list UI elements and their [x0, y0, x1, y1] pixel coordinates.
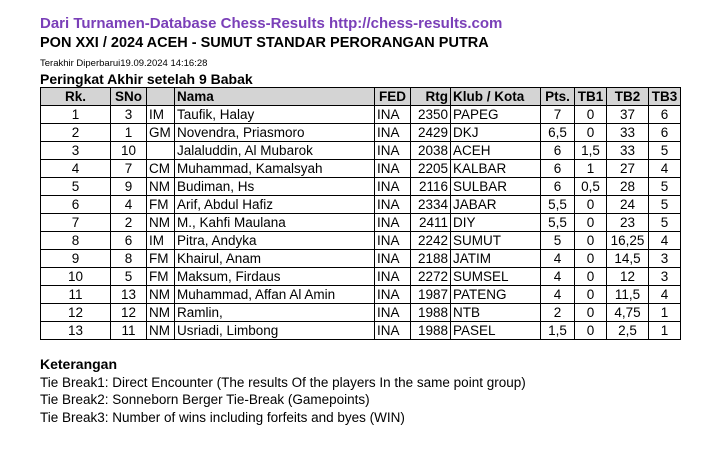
cell-title	[147, 142, 175, 160]
cell-tb2: 14,5	[607, 250, 649, 268]
cell-sno: 10	[111, 142, 147, 160]
col-tb3: TB3	[649, 88, 681, 106]
cell-name: Muhammad, Kamalsyah	[175, 160, 375, 178]
cell-fed: INA	[375, 124, 411, 142]
cell-club: SUMUT	[451, 232, 541, 250]
cell-rank: 1	[41, 106, 111, 124]
cell-title: NM	[147, 304, 175, 322]
cell-rating: 2242	[411, 232, 451, 250]
cell-tb2: 11,5	[607, 286, 649, 304]
cell-club: ACEH	[451, 142, 541, 160]
cell-tb2: 24	[607, 196, 649, 214]
cell-rank: 4	[41, 160, 111, 178]
cell-rating: 1987	[411, 286, 451, 304]
col-tb1: TB1	[575, 88, 607, 106]
cell-tb3: 5	[649, 196, 681, 214]
cell-tb2: 2,5	[607, 322, 649, 340]
col-tb2: TB2	[607, 88, 649, 106]
cell-name: Novendra, Priasmoro	[175, 124, 375, 142]
cell-title: NM	[147, 214, 175, 232]
col-fed: FED	[375, 88, 411, 106]
cell-fed: INA	[375, 142, 411, 160]
cell-points: 6	[541, 178, 575, 196]
legend-title: Keterangan	[40, 356, 118, 372]
standings-table	[40, 87, 681, 340]
cell-title: NM	[147, 322, 175, 340]
cell-tb3: 6	[649, 106, 681, 124]
cell-club: JABAR	[451, 196, 541, 214]
cell-name: Maksum, Firdaus	[175, 268, 375, 286]
cell-tb1: 0	[575, 214, 607, 232]
cell-rating: 2429	[411, 124, 451, 142]
cell-rank: 5	[41, 178, 111, 196]
cell-name: Usriadi, Limbong	[175, 322, 375, 340]
cell-rating: 1988	[411, 322, 451, 340]
table-row	[41, 304, 681, 322]
table-row	[41, 178, 681, 196]
cell-tb1: 0	[575, 124, 607, 142]
table-header-row	[41, 88, 681, 106]
cell-club: SUMSEL	[451, 268, 541, 286]
cell-title: NM	[147, 178, 175, 196]
cell-points: 4	[541, 250, 575, 268]
legend-tiebreak-3: Tie Break3: Number of wins including forfeits and byes (WIN)	[40, 409, 405, 425]
cell-tb3: 5	[649, 178, 681, 196]
cell-rating: 2272	[411, 268, 451, 286]
cell-name: Khairul, Anam	[175, 250, 375, 268]
cell-rating: 2188	[411, 250, 451, 268]
table-row	[41, 106, 681, 124]
cell-name: M., Kahfi Maulana	[175, 214, 375, 232]
cell-club: DKJ	[451, 124, 541, 142]
cell-title: FM	[147, 196, 175, 214]
cell-tb1: 1	[575, 160, 607, 178]
cell-tb3: 5	[649, 142, 681, 160]
cell-points: 6,5	[541, 124, 575, 142]
cell-club: SULBAR	[451, 178, 541, 196]
table-row	[41, 124, 681, 142]
cell-fed: INA	[375, 250, 411, 268]
cell-tb1: 0	[575, 268, 607, 286]
table-row	[41, 322, 681, 340]
cell-tb2: 16,25	[607, 232, 649, 250]
cell-fed: INA	[375, 106, 411, 124]
cell-rating: 2205	[411, 160, 451, 178]
cell-points: 5	[541, 232, 575, 250]
cell-name: Muhammad, Affan Al Amin	[175, 286, 375, 304]
cell-title: CM	[147, 160, 175, 178]
table-row	[41, 268, 681, 286]
cell-tb1: 0	[575, 196, 607, 214]
cell-tb1: 0	[575, 286, 607, 304]
table-row	[41, 142, 681, 160]
cell-club: DIY	[451, 214, 541, 232]
cell-rank: 3	[41, 142, 111, 160]
cell-club: PAPEG	[451, 106, 541, 124]
col-points: Pts.	[541, 88, 575, 106]
cell-rank: 13	[41, 322, 111, 340]
cell-tb3: 1	[649, 304, 681, 322]
cell-sno: 4	[111, 196, 147, 214]
cell-sno: 9	[111, 178, 147, 196]
cell-tb3: 3	[649, 268, 681, 286]
cell-tb1: 1,5	[575, 142, 607, 160]
legend-tiebreak-1: Tie Break1: Direct Encounter (The results Of the players In the same point group)	[40, 374, 526, 390]
cell-tb1: 0	[575, 322, 607, 340]
cell-rank: 12	[41, 304, 111, 322]
cell-tb2: 33	[607, 142, 649, 160]
cell-tb2: 12	[607, 268, 649, 286]
cell-fed: INA	[375, 232, 411, 250]
cell-tb1: 0	[575, 304, 607, 322]
cell-sno: 12	[111, 304, 147, 322]
cell-rating: 2350	[411, 106, 451, 124]
cell-sno: 11	[111, 322, 147, 340]
cell-rating: 2334	[411, 196, 451, 214]
cell-points: 1,5	[541, 322, 575, 340]
table-row	[41, 214, 681, 232]
cell-fed: INA	[375, 196, 411, 214]
cell-rating: 1988	[411, 304, 451, 322]
legend-tiebreak-2: Tie Break2: Sonneborn Berger Tie-Break (Gamepoints)	[40, 392, 370, 407]
cell-fed: INA	[375, 286, 411, 304]
cell-rating: 2038	[411, 142, 451, 160]
cell-title: FM	[147, 268, 175, 286]
cell-points: 6	[541, 142, 575, 160]
cell-points: 6	[541, 160, 575, 178]
cell-rank: 7	[41, 214, 111, 232]
cell-sno: 3	[111, 106, 147, 124]
cell-tb1: 0,5	[575, 178, 607, 196]
col-club: Klub / Kota	[451, 88, 541, 106]
col-rating: Rtg	[411, 88, 451, 106]
cell-title: IM	[147, 106, 175, 124]
cell-rank: 8	[41, 232, 111, 250]
cell-sno: 7	[111, 160, 147, 178]
source-title[interactable]: Dari Turnamen-Database Chess-Results http://chess-results.com	[40, 15, 503, 32]
event-title: PON XXI / 2024 ACEH - SUMUT STANDAR PERORANGAN PUTRA	[40, 35, 489, 51]
cell-sno: 2	[111, 214, 147, 232]
cell-club: KALBAR	[451, 160, 541, 178]
col-name: Nama	[175, 88, 375, 106]
cell-name: Taufik, Halay	[175, 106, 375, 124]
section-title: Peringkat Akhir setelah 9 Babak	[40, 71, 253, 87]
cell-points: 4	[541, 286, 575, 304]
legend	[40, 356, 700, 426]
table-row	[41, 250, 681, 268]
col-rank: Rk.	[41, 88, 111, 106]
cell-fed: INA	[375, 304, 411, 322]
cell-sno: 8	[111, 250, 147, 268]
results-page	[40, 14, 700, 426]
cell-points: 4	[541, 268, 575, 286]
cell-tb2: 33	[607, 124, 649, 142]
cell-rank: 10	[41, 268, 111, 286]
cell-title: FM	[147, 250, 175, 268]
standings-body	[41, 106, 681, 340]
cell-tb3: 1	[649, 322, 681, 340]
cell-name: Budiman, Hs	[175, 178, 375, 196]
cell-club: NTB	[451, 304, 541, 322]
cell-tb3: 4	[649, 160, 681, 178]
cell-tb2: 28	[607, 178, 649, 196]
cell-rank: 11	[41, 286, 111, 304]
cell-sno: 1	[111, 124, 147, 142]
table-row	[41, 232, 681, 250]
cell-rating: 2411	[411, 214, 451, 232]
cell-club: PASEL	[451, 322, 541, 340]
cell-points: 5,5	[541, 196, 575, 214]
cell-sno: 6	[111, 232, 147, 250]
cell-club: PATENG	[451, 286, 541, 304]
cell-tb2: 4,75	[607, 304, 649, 322]
cell-name: Arif, Abdul Hafiz	[175, 196, 375, 214]
cell-fed: INA	[375, 214, 411, 232]
cell-name: Jalaluddin, Al Mubarok	[175, 142, 375, 160]
cell-points: 2	[541, 304, 575, 322]
cell-sno: 13	[111, 286, 147, 304]
col-sno: SNo	[111, 88, 147, 106]
cell-title: IM	[147, 232, 175, 250]
cell-tb1: 0	[575, 106, 607, 124]
cell-tb1: 0	[575, 250, 607, 268]
cell-fed: INA	[375, 160, 411, 178]
cell-tb2: 37	[607, 106, 649, 124]
cell-club: JATIM	[451, 250, 541, 268]
cell-points: 5,5	[541, 214, 575, 232]
cell-tb3: 4	[649, 232, 681, 250]
cell-tb1: 0	[575, 232, 607, 250]
cell-tb3: 6	[649, 124, 681, 142]
cell-rank: 2	[41, 124, 111, 142]
cell-fed: INA	[375, 268, 411, 286]
cell-rank: 9	[41, 250, 111, 268]
cell-tb2: 27	[607, 160, 649, 178]
cell-tb2: 23	[607, 214, 649, 232]
cell-tb3: 3	[649, 250, 681, 268]
cell-rank: 6	[41, 196, 111, 214]
cell-points: 7	[541, 106, 575, 124]
cell-fed: INA	[375, 178, 411, 196]
cell-sno: 5	[111, 268, 147, 286]
table-row	[41, 196, 681, 214]
cell-tb3: 4	[649, 286, 681, 304]
cell-title: NM	[147, 286, 175, 304]
cell-title: GM	[147, 124, 175, 142]
cell-name: Ramlin,	[175, 304, 375, 322]
col-title	[147, 88, 175, 106]
cell-rating: 2116	[411, 178, 451, 196]
last-updated: Terakhir Diperbarui19.09.2024 14:16:28	[40, 58, 208, 69]
cell-fed: INA	[375, 322, 411, 340]
table-row	[41, 286, 681, 304]
cell-tb3: 5	[649, 214, 681, 232]
cell-name: Pitra, Andyka	[175, 232, 375, 250]
table-row	[41, 160, 681, 178]
